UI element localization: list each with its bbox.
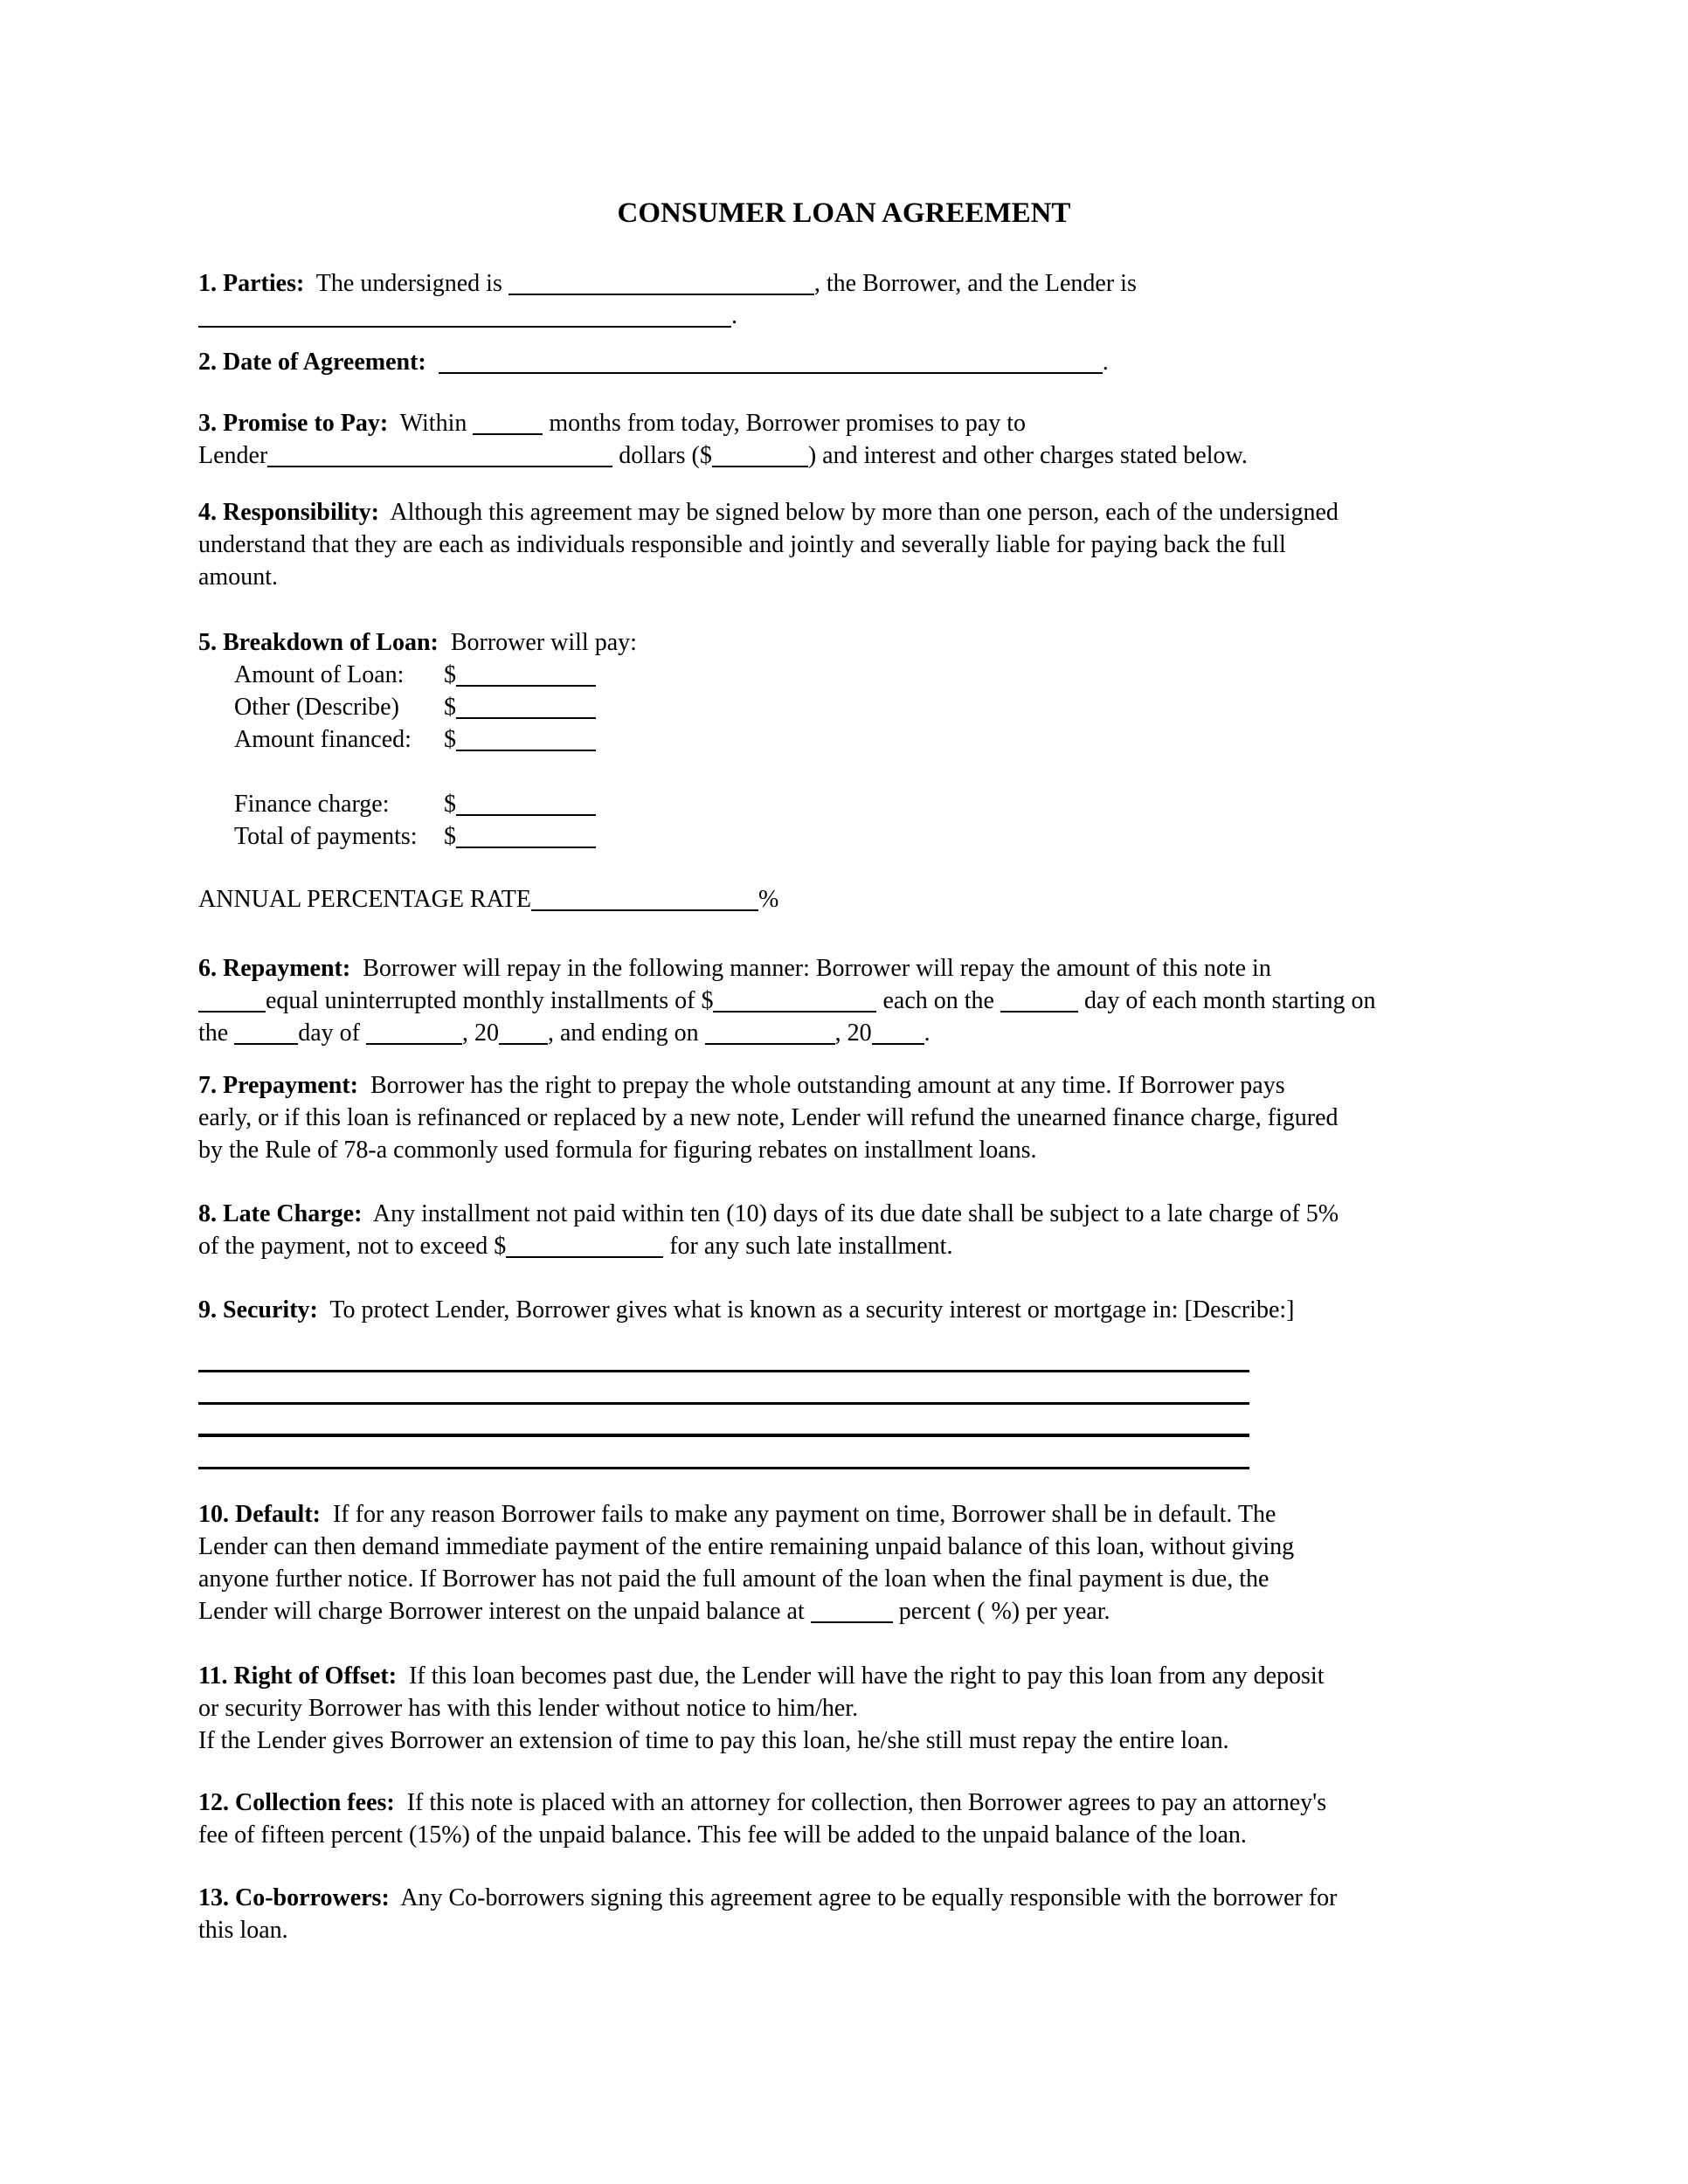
body-text: . <box>1102 349 1109 376</box>
security-write-line[interactable] <box>198 1365 1249 1372</box>
section-heading-label: 11. Right of Offset: <box>198 1662 398 1690</box>
section-right-of-offset <box>198 1660 1614 1757</box>
body-text: $ <box>444 791 456 818</box>
body-text: for any such late installment. <box>663 1233 953 1260</box>
loan-item-total-of-payments <box>234 820 1614 853</box>
body-text: $ <box>444 661 456 688</box>
blank-field[interactable] <box>705 1039 835 1045</box>
section-responsibility <box>198 496 1614 593</box>
blank-field[interactable] <box>872 1039 924 1045</box>
blank-field[interactable] <box>531 905 758 911</box>
body-text: , the Borrower, and the Lender is <box>813 270 1137 297</box>
body-text: or security Borrower has with this lender without notice to him/her. <box>198 1695 859 1722</box>
body-text: , 20 <box>461 1019 499 1047</box>
body-text: Borrower has the right to prepay the whole outstanding amount at any time. If Borrower pays <box>358 1072 1285 1099</box>
section-collection-fees <box>198 1787 1614 1851</box>
blank-field[interactable] <box>1000 1006 1078 1013</box>
security-write-line[interactable] <box>198 1398 1249 1405</box>
security-write-line[interactable] <box>198 1429 1249 1437</box>
annual-percentage-rate-line <box>198 883 1614 916</box>
blank-field[interactable] <box>456 842 596 848</box>
body-text: Borrower will pay: <box>438 629 637 656</box>
body-text: , 20 <box>834 1019 872 1047</box>
blank-field[interactable] <box>506 1252 663 1258</box>
body-text <box>426 349 439 376</box>
section-heading-label: 9. Security: <box>198 1296 318 1324</box>
body-text: Lender <box>198 442 268 469</box>
section-co-borrowers <box>198 1882 1614 1946</box>
section-security <box>198 1294 1614 1326</box>
document-body <box>198 267 1614 1946</box>
document-title: CONSUMER LOAN AGREEMENT <box>617 197 1071 229</box>
blank-field[interactable] <box>713 1006 876 1013</box>
section-breakdown-heading <box>198 626 1614 659</box>
body-text: The undersigned is <box>304 270 508 297</box>
loan-item-label: Amount financed: <box>234 726 412 753</box>
body-text: equal uninterrupted monthly installments of $ <box>266 987 714 1014</box>
security-describe-lines <box>198 1344 1614 1474</box>
loan-item-finance-charge <box>234 788 1614 820</box>
body-text: $ <box>444 823 456 850</box>
loan-item-other-describe <box>234 691 1614 723</box>
section-repayment <box>198 952 1614 1049</box>
blank-field[interactable] <box>499 1039 548 1045</box>
body-text: $ <box>444 694 456 721</box>
loan-item-label: Total of payments: <box>234 823 418 850</box>
section-late-charge <box>198 1198 1614 1262</box>
body-text: Lender will charge Borrower interest on the unpaid balance at <box>198 1598 811 1625</box>
body-text: Any Co-borrowers signing this agreement agree to be equally responsible with the borrower for <box>389 1884 1338 1911</box>
section-date-of-agreement <box>198 346 1614 378</box>
blank-field[interactable] <box>456 681 596 687</box>
loan-item-amount-financed <box>234 723 1614 756</box>
blank-field[interactable] <box>811 1617 893 1623</box>
body-text: months from today, Borrower promises to pay to <box>543 410 1027 437</box>
section-heading-label: 8. Late Charge: <box>198 1200 363 1227</box>
section-prepayment <box>198 1069 1614 1166</box>
blank-field[interactable] <box>473 429 543 435</box>
section-heading-label: 12. Collection fees: <box>198 1789 395 1816</box>
section-default <box>198 1498 1614 1628</box>
body-text: If the Lender gives Borrower an extension of time to pay this loan, he/she still must repay the entire loan. <box>198 1727 1229 1754</box>
section-parties <box>198 267 1614 332</box>
body-text: If this note is placed with an attorney for collection, then Borrower agrees to pay an attorney's <box>394 1789 1327 1816</box>
section-heading-label: 6. Repayment: <box>198 955 351 982</box>
blank-field[interactable] <box>366 1039 462 1045</box>
blank-field[interactable] <box>267 461 612 467</box>
body-text: Borrower will repay in the following manner: Borrower will repay the amount of this note in <box>350 955 1271 982</box>
blank-field[interactable] <box>456 810 596 816</box>
body-text: Any installment not paid within ten (10) days of its due date shall be subject to a late charge of 5% <box>362 1200 1339 1227</box>
section-heading-label: 4. Responsibility: <box>198 499 379 526</box>
loan-item-label: Amount of Loan: <box>234 661 405 688</box>
body-text: early, or if this loan is refinanced or replaced by a new note, Lender will refund the unearned finance charge, figured <box>198 1104 1339 1131</box>
security-write-line[interactable] <box>198 1462 1249 1469</box>
body-text: day of <box>298 1019 366 1047</box>
section-heading-label: 5. Breakdown of Loan: <box>198 629 439 656</box>
blank-field[interactable] <box>712 461 808 467</box>
body-text: If this loan becomes past due, the Lender will have the right to pay this loan from any deposit <box>397 1662 1325 1690</box>
loan-item-amount-of-loan <box>234 659 1614 691</box>
body-text: . <box>924 1019 930 1047</box>
blank-field[interactable] <box>456 713 596 719</box>
loan-item-label: Finance charge: <box>234 791 390 818</box>
body-text: percent ( %) per year. <box>892 1598 1110 1625</box>
blank-field[interactable] <box>456 745 596 751</box>
loan-item-label: Other (Describe) <box>234 694 399 721</box>
body-text: by the Rule of 78-a commonly used formula for figuring rebates on installment loans. <box>198 1137 1037 1164</box>
blank-field[interactable] <box>508 289 814 295</box>
breakdown-item-list <box>198 659 1614 853</box>
body-text: ) and interest and other charges stated below. <box>807 442 1248 469</box>
body-text: day of each month starting on <box>1077 987 1376 1014</box>
section-promise-to-pay <box>198 407 1614 472</box>
body-text: To protect Lender, Borrower gives what is known as a security interest or mortgage in: [Describe:] <box>317 1296 1295 1324</box>
blank-field[interactable] <box>439 368 1103 374</box>
section-heading-label: 2. Date of Agreement: <box>198 349 426 376</box>
body-text: ANNUAL PERCENTAGE RATE <box>198 886 531 913</box>
body-text: of the payment, not to exceed $ <box>198 1233 507 1260</box>
body-text: % <box>758 886 779 913</box>
section-heading-label: 1. Parties: <box>198 270 305 297</box>
body-text: this loan. <box>198 1917 288 1944</box>
body-text: amount. <box>198 563 278 591</box>
body-text: $ <box>444 726 456 753</box>
blank-field[interactable] <box>198 321 731 328</box>
body-text: each on the <box>876 987 1000 1014</box>
body-text: Lender can then demand immediate payment of the entire remaining unpaid balance of this loan, without giving <box>198 1533 1295 1560</box>
body-text: Although this agreement may be signed below by more than one person, each of the undersigned <box>378 499 1339 526</box>
body-text: the <box>198 1019 235 1047</box>
body-text: Within <box>388 410 474 437</box>
body-text: understand that they are each as individuals responsible and jointly and severally liable for paying back the full <box>198 531 1286 558</box>
section-heading-label: 3. Promise to Pay: <box>198 410 389 437</box>
section-heading-label: 7. Prepayment: <box>198 1072 358 1099</box>
body-text: , and ending on <box>547 1019 705 1047</box>
section-heading-label: 10. Default: <box>198 1501 321 1528</box>
body-text: fee of fifteen percent (15%) of the unpaid balance. This fee will be added to the unpaid balance of the loan. <box>198 1821 1247 1849</box>
body-text: anyone further notice. If Borrower has not paid the full amount of the loan when the final payment is due, the <box>198 1565 1269 1593</box>
section-heading-label: 13. Co-borrowers: <box>198 1884 390 1911</box>
body-text: dollars ($ <box>612 442 712 469</box>
body-text: . <box>731 302 737 329</box>
body-text: If for any reason Borrower fails to make any payment on time, Borrower shall be in default. The <box>320 1501 1276 1528</box>
blank-field[interactable] <box>234 1039 298 1045</box>
blank-field[interactable] <box>198 1006 266 1013</box>
